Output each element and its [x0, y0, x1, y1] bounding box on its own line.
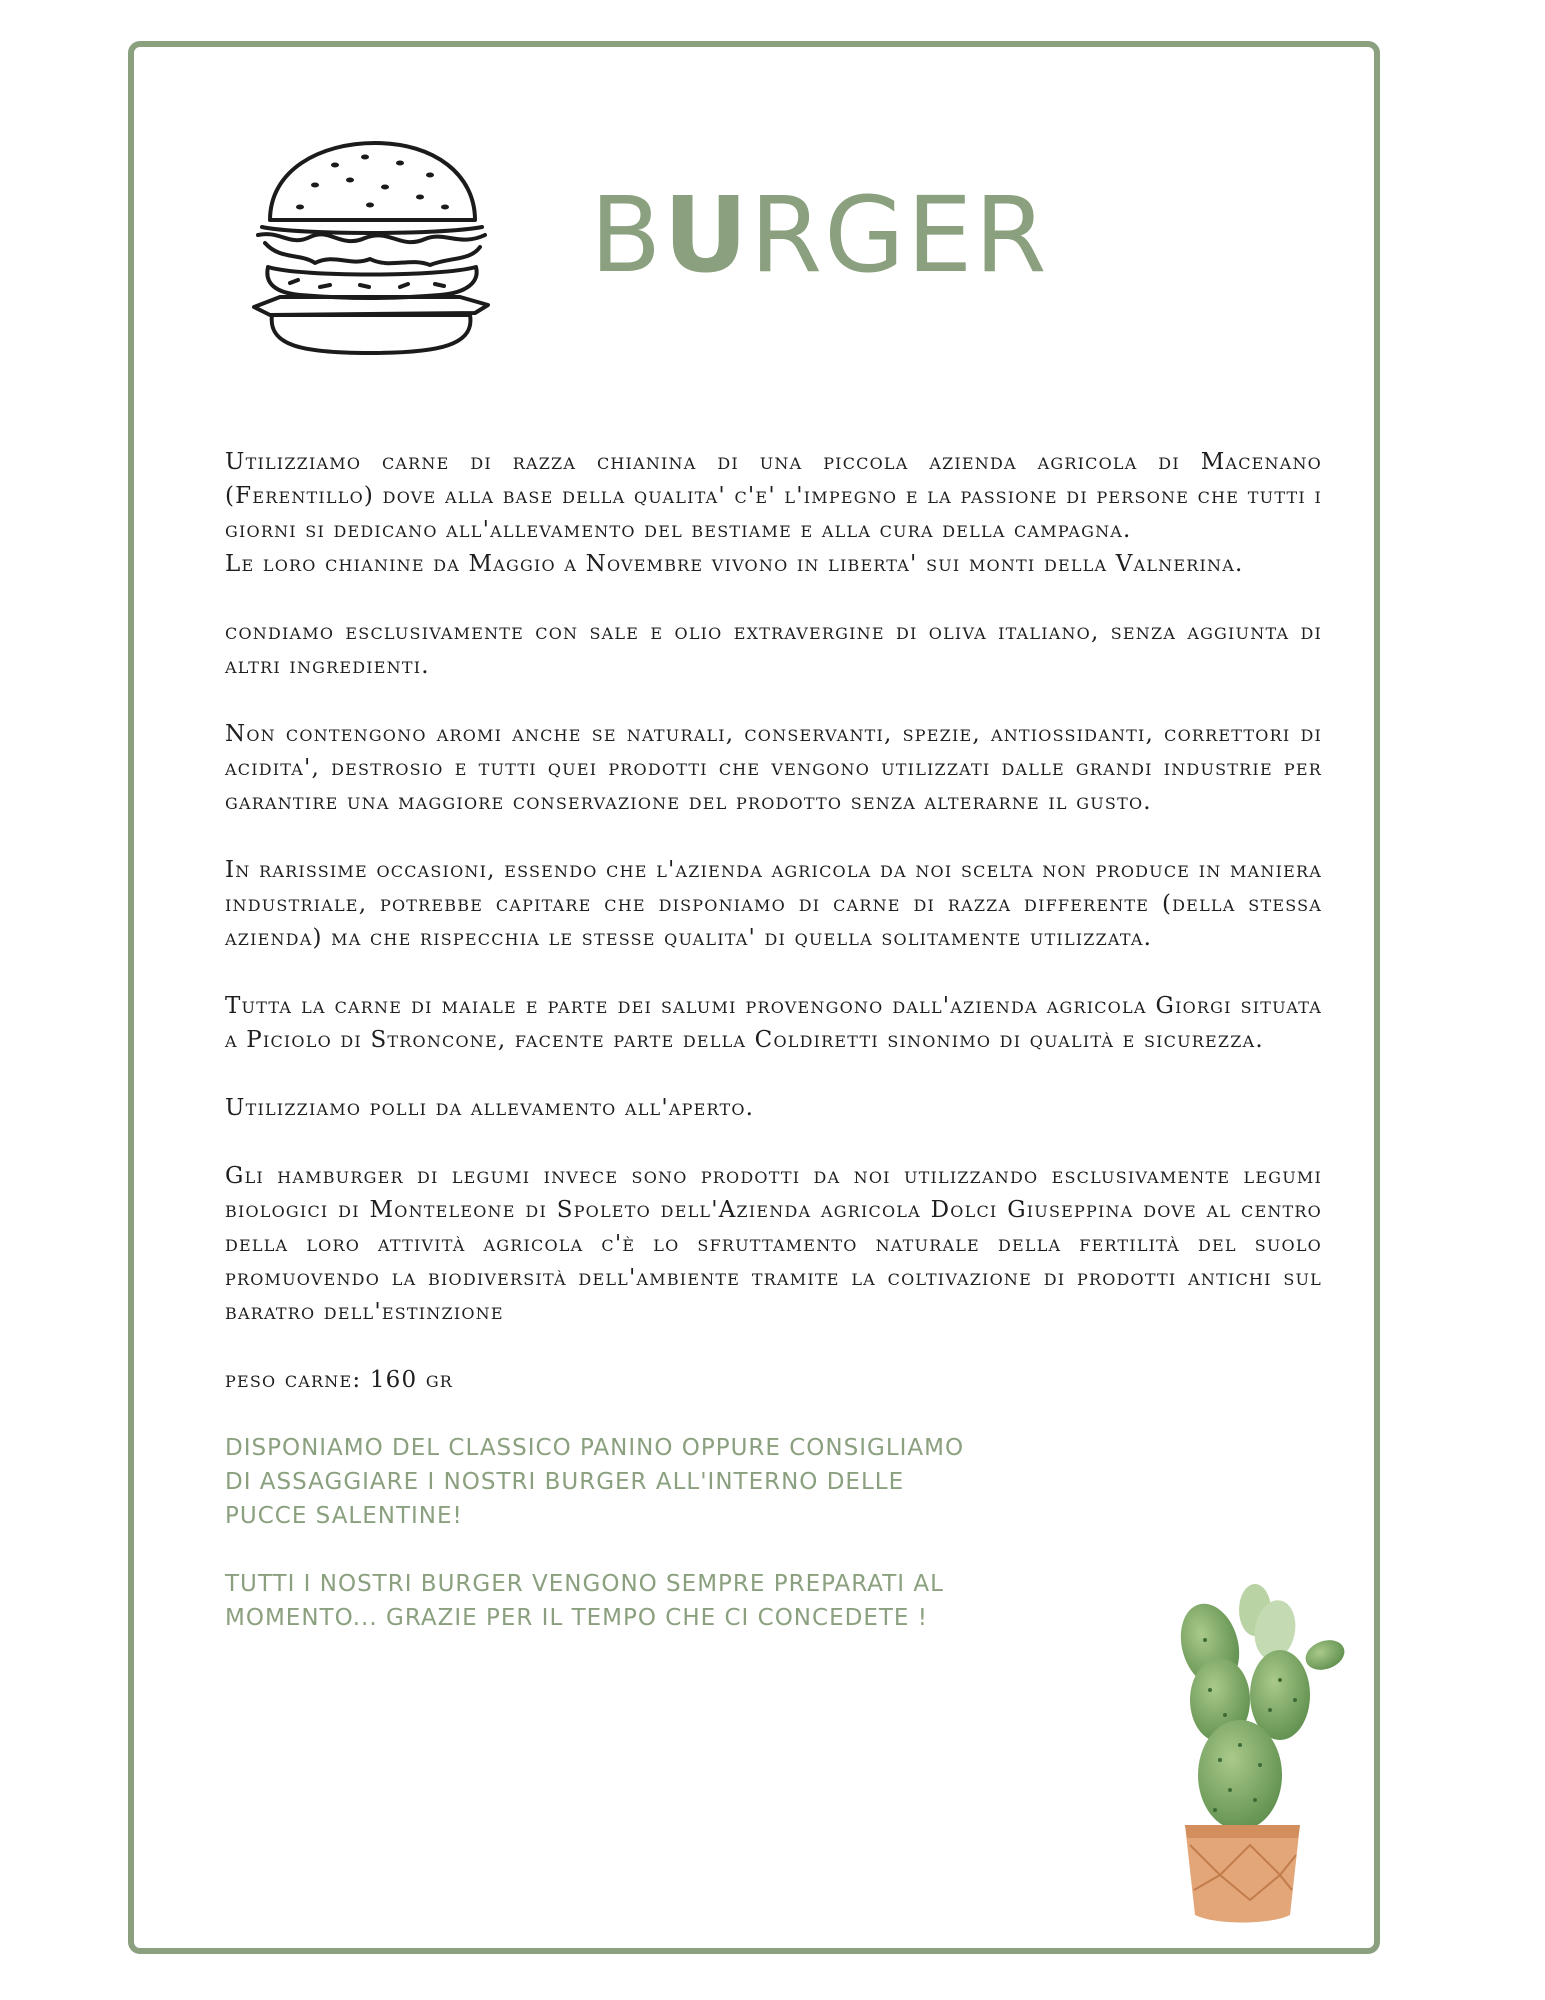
cactus-illustration-icon [1150, 1570, 1370, 1930]
thanks-note: TUTTI I NOSTRI BURGER VENGONO SEMPRE PREPARATI AL MOMENTO... GRAZIE PER IL TEMPO CHE CI CONCEDETE ! [225, 1571, 944, 1631]
meat-weight: peso carne: 160 gr [225, 1367, 454, 1393]
page-title: BURGER [590, 174, 1049, 296]
paragraph-chicken: Utilizziamo polli da allevamento all'aperto. [225, 1095, 755, 1121]
paragraph-no-additives: Non contengono aromi anche se naturali, conservanti, spezie, antiossidanti, correttori di acidita', destrosio e tutti quei prodotti che vengono utilizzati dalle grandi industrie per garantire una maggiore conservazione del prodotto senza alterarne il gusto. [225, 721, 1322, 815]
burger-illustration-icon [240, 135, 500, 360]
bun-note: DISPONIAMO DEL CLASSICO PANINO OPPURE CONSIGLIAMO DI ASSAGGIARE I NOSTRI BURGER ALL'INTERNO DELLE PUCCE SALENTINE! [225, 1435, 965, 1529]
paragraph-origin: Utilizziamo carne di razza chianina di una piccola azienda agricola di Macenano (Ferentillo) dove alla base della qualita' c'e' l'impegno e la passione di persone che tutti i giorni si dedicano all'allevamento del bestiame e alla cura della campagna. Le loro chianine da Maggio a Novembre vivono in liberta' sui monti della Valnerina. [225, 449, 1322, 577]
paragraph-rare-cases: In rarissime occasioni, essendo che l'azienda agricola da noi scelta non produce in maniera industriale, potrebbe capitare che disponiamo di carne di razza differente (della stessa azienda) ma che rispecchia le stesse qualita' di quella solitamente utilizzata. [225, 857, 1322, 951]
menu-description [225, 445, 1322, 1669]
paragraph-seasoning: condiamo esclusivamente con sale e olio extravergine di oliva italiano, senza aggiunta di altri ingredienti. [225, 619, 1322, 679]
paragraph-pork: Tutta la carne di maiale e parte dei salumi provengono dall'azienda agricola Giorgi situata a Piciolo di Stroncone, facente parte della Coldiretti sinonimo di qualità e sicurezza. [225, 993, 1322, 1053]
paragraph-legumes: Gli hamburger di legumi invece sono prodotti da noi utilizzando esclusivamente legumi biologici di Monteleone di Spoleto dell'Azienda agricola Dolci Giuseppina dove al centro della loro attività agricola c'è lo sfruttamento naturale della fertilità del suolo promuovendo la biodiversità dell'ambiente tramite la coltivazione di prodotti antichi sul baratro dell'estinzione [225, 1163, 1322, 1325]
